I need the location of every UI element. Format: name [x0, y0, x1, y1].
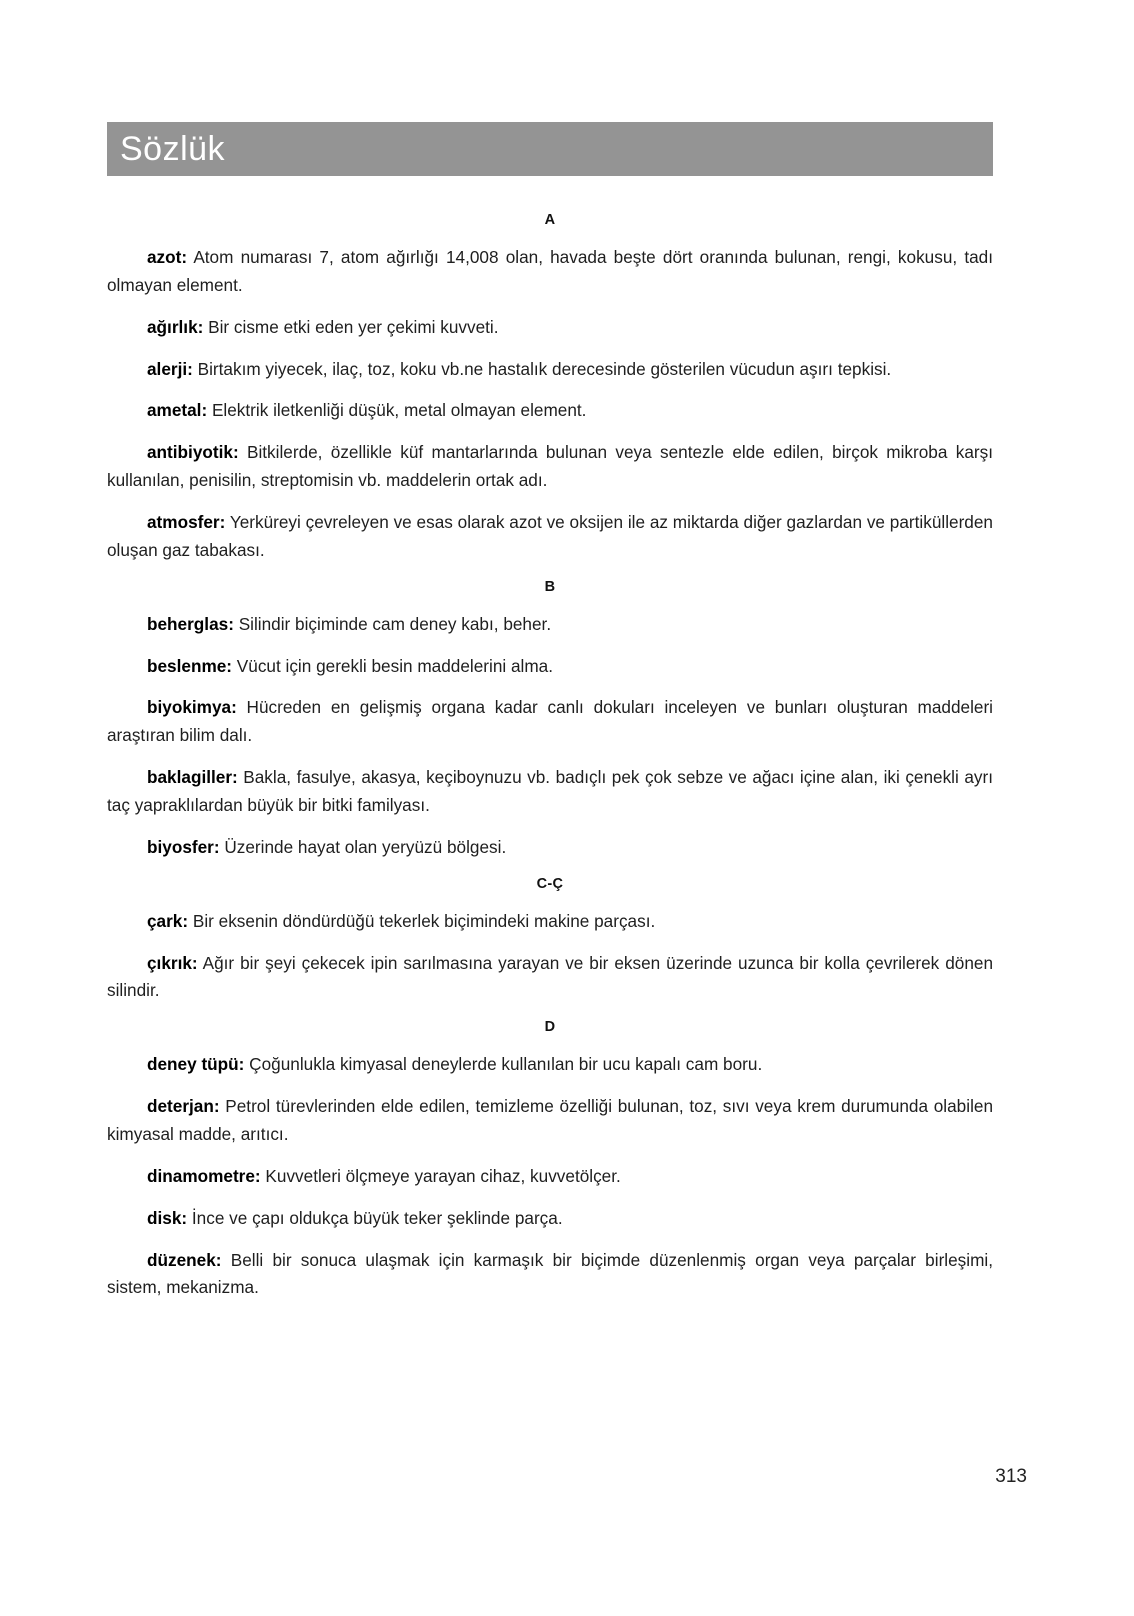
- entry-term: çıkrık:: [147, 952, 198, 973]
- entry-definition: Ağır bir şeyi çekecek ipin sarılmasına yarayan ve bir eksen üzerinde uzunca bir kolla çevrilerek dönen silindir.: [107, 952, 993, 1001]
- entry-definition: Vücut için gerekli besin maddelerini alma.: [232, 655, 554, 676]
- entry-term: antibiyotik:: [147, 442, 239, 463]
- entry-definition: İnce ve çapı oldukça büyük teker şeklinde parça.: [187, 1207, 563, 1228]
- entry-definition: Yerküreyi çevreleyen ve esas olarak azot ve oksijen ile az miktarda diğer gazlardan ve partiküllerden oluşan gaz tabakası.: [107, 512, 993, 560]
- glossary-entry: [107, 509, 993, 565]
- entry-definition: Çoğunlukla kimyasal deneylerde kullanılan bir ucu kapalı cam boru.: [244, 1054, 763, 1075]
- glossary-entry: [107, 653, 993, 681]
- entry-term: atmosfer:: [147, 512, 226, 533]
- entry-definition: Üzerinde hayat olan yeryüzü bölgesi.: [219, 836, 507, 857]
- entry-term: disk:: [147, 1207, 188, 1228]
- entry-definition: Kuvvetleri ölçmeye yarayan cihaz, kuvvetölçer.: [260, 1165, 621, 1186]
- entry-definition: Atom numarası 7, atom ağırlığı 14,008 olan, havada beşte dört oranında bulunan, rengi, kokusu, tadı olmayan element.: [107, 247, 993, 295]
- glossary-entry: [107, 950, 993, 1006]
- entry-term: dinamometre:: [147, 1165, 261, 1186]
- entry-definition: Hücreden en gelişmiş organa kadar canlı dokuları inceleyen ve bunları oluşturan maddeleri araştıran bilim dalı.: [107, 697, 993, 746]
- section-heading-a: A: [544, 212, 556, 228]
- section-heading-b: B: [544, 578, 556, 595]
- entry-definition: Bitkilerde, özellikle küf mantarlarında bulunan veya sentezle elde edilen, birçok mikroba karşı kullanılan, penisilin, streptomisin vb. maddelerin ortak adı.: [107, 442, 993, 491]
- entry-term: baklagiller:: [147, 767, 238, 788]
- glossary-content: [107, 212, 993, 1316]
- entry-term: düzenek:: [147, 1249, 222, 1270]
- entry-term: beslenme:: [147, 655, 233, 676]
- glossary-entry: [107, 764, 993, 820]
- glossary-entry: [107, 397, 993, 425]
- entry-definition: Elektrik iletkenliği düşük, metal olmayan element.: [207, 400, 587, 421]
- glossary-entry: [107, 1247, 993, 1303]
- glossary-entry: [107, 314, 993, 342]
- page-title: Sözlük: [120, 130, 226, 168]
- entry-term: deterjan:: [147, 1096, 220, 1117]
- glossary-entry: [107, 908, 993, 936]
- entry-definition: Bir cisme etki eden yer çekimi kuvveti.: [203, 316, 499, 337]
- glossary-entry: [107, 439, 993, 495]
- entry-definition: Bakla, fasulye, akasya, keçiboynuzu vb. badıçlı pek çok sebze ve ağacı içine alan, iki çenekli ayrı taç yapraklılardan büyük bir bitki familyası.: [107, 767, 993, 816]
- entry-definition: Bir eksenin döndürdüğü tekerlek biçimindeki makine parçası.: [188, 910, 656, 931]
- page-title-bar: [107, 122, 993, 176]
- glossary-entry: [107, 1051, 993, 1079]
- entry-definition: Petrol türevlerinden elde edilen, temizleme özelliği bulunan, toz, sıvı veya krem durumunda olabilen kimyasal madde, arıtıcı.: [107, 1096, 993, 1145]
- entry-definition: Belli bir sonuca ulaşmak için karmaşık bir biçimde düzenlenmiş organ veya parçalar birleşimi, sistem, mekanizma.: [107, 1249, 993, 1298]
- section-heading-c: C-Ç: [536, 875, 564, 892]
- glossary-entry: [107, 1093, 993, 1149]
- entry-term: azot:: [147, 247, 188, 267]
- entry-term: beherglas:: [147, 613, 234, 634]
- entry-term: alerji:: [147, 358, 193, 379]
- glossary-entry: [107, 611, 993, 639]
- glossary-entry: [107, 694, 993, 750]
- entry-term: ağırlık:: [147, 316, 204, 337]
- entry-definition: Birtakım yiyecek, ilaç, toz, koku vb.ne hastalık derecesinde gösterilen vücudun aşırı tepkisi.: [192, 358, 892, 379]
- page-number: 313: [995, 1466, 1027, 1487]
- entry-term: biyosfer:: [147, 836, 220, 857]
- glossary-entry: [107, 244, 993, 300]
- entry-term: biyokimya:: [147, 697, 237, 718]
- entry-definition: Silindir biçiminde cam deney kabı, beher.: [233, 613, 552, 634]
- glossary-entry: [107, 356, 993, 384]
- glossary-entry: [107, 834, 993, 862]
- glossary-entry: [107, 1163, 993, 1191]
- glossary-entry: [107, 1205, 993, 1233]
- entry-term: ametal:: [147, 400, 208, 421]
- section-heading-d: D: [544, 1019, 556, 1036]
- entry-term: çark:: [147, 910, 189, 931]
- entry-term: deney tüpü:: [147, 1054, 245, 1075]
